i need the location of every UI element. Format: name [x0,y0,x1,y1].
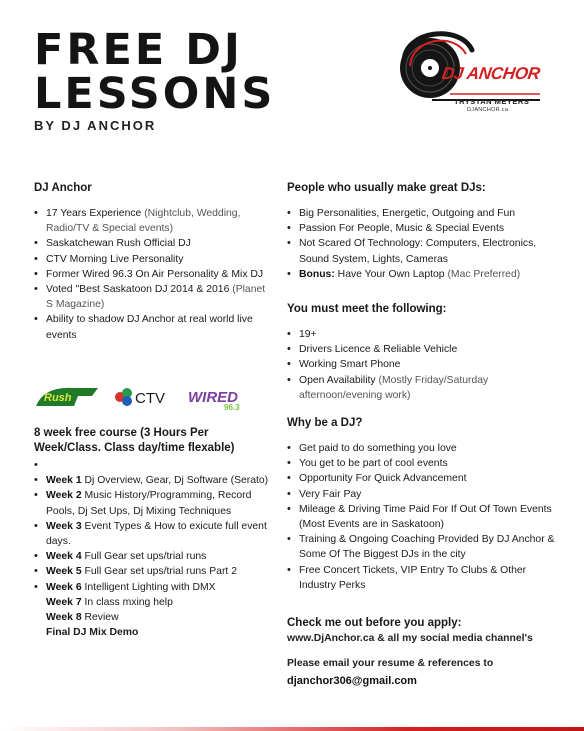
final-demo: Final DJ Mix Demo [46,627,139,639]
week-item: • Week 1 Dj Overview, Gear, Dj Software (Serato) [34,473,274,488]
week-item: • Week 2 Music History/Programming, Record Pools, Dj Set Ups, Dj Mixing Techniques [34,488,274,518]
svg-text:CTV: CTV [135,390,165,407]
logo-site-text: DJANCHOR.ca [467,107,509,113]
about-item: • Ability to shadow DJ Anchor at real world live events [34,312,270,342]
requirement-item: • Working Smart Phone [287,357,559,372]
week-item: • Week 3 Event Types & How to exicute full event days. [34,519,274,549]
reason-item: • Training & Ongoing Coaching Provided By DJ Anchor & Some Of The Biggest DJs in the city [287,532,559,562]
great-djs-heading: People who usually make great DJs: [287,182,486,194]
partner-logos [34,382,274,412]
week-item: • Week 6 Intelligent Lighting with DMX [34,580,274,595]
reason-item: • Mileage & Driving Time Paid For If Out Of Town Events (Most Events are in Saskatoon) [287,502,559,532]
reason-item: • You get to be part of cool events [287,456,559,471]
about-item: • CTV Morning Live Personality [34,252,270,267]
why-section [287,416,559,593]
about-item: • Voted "Best Saskatoon DJ 2014 & 2016 (Planet S Magazine) [34,282,270,312]
logo-brand-text: DJ ANCHOR [440,64,542,83]
requirement-item: • 19+ [287,327,559,342]
requirements-section [287,302,559,403]
week-item: • Week 4 Full Gear set ups/trial runs [34,549,274,564]
poster-title [34,25,276,119]
wired-logo [188,389,240,412]
about-heading: DJ Anchor [34,182,92,194]
requirement-item: • Drivers Licence & Reliable Vehicle [287,342,559,357]
trait-item: • Big Personalities, Energetic, Outgoing and Fun [287,206,559,221]
svg-text:96.3: 96.3 [224,403,240,412]
logo-name-text: TRYSTAN MEYERS [454,97,530,106]
reason-item: • Free Concert Tickets, VIP Entry To Clubs & Other Industry Perks [287,563,559,593]
course-section [34,426,274,640]
rush-logo [36,388,98,406]
week-item: • Week 5 Full Gear set ups/trial runs Part 2 [34,564,274,579]
footer-gradient-bar [0,727,584,731]
empty-bullet [34,458,274,473]
about-section [34,181,270,343]
reason-item: • Opportunity For Quick Advancement [287,471,559,486]
title-line-1: FREE DJ [34,25,243,75]
reason-item: • Get paid to do something you love [287,441,559,456]
about-item: • Saskatchewan Rush Official DJ [34,236,270,251]
svg-text:Rush: Rush [44,392,72,404]
trait-item: • Not Scared Of Technology: Computers, Electronics, Sound System, Lights, Cameras [287,236,559,266]
ctv-logo [115,388,165,407]
trait-item: • Passion For People, Music & Special Events [287,221,559,236]
course-heading: 8 week free course (3 Hours Per Week/Class. Class day/time flexable) [34,427,235,454]
requirement-item: • Open Availability (Mostly Friday/Saturday afternoon/evening work) [287,373,559,403]
week-item: Week 7 In class mxing help [46,596,173,608]
title-line-2: LESSONS [34,69,276,119]
about-item: • 17 Years Experience (Nightclub, Wedding, Radio/TV & Special events) [34,206,270,236]
week-item: Week 8 Review [46,612,119,624]
contact-section [287,616,533,689]
about-item: • Former Wired 96.3 On Air Personality & Mix DJ [34,267,270,282]
check-heading: Check me out before you apply: [287,617,462,629]
great-djs-section [287,181,559,282]
why-heading: Why be a DJ? [287,417,363,429]
website-line[interactable]: www.DjAnchor.ca & all my social media channel's [287,633,533,644]
email-link[interactable]: djanchor306@gmail.com [287,675,417,687]
reason-item: • Very Fair Pay [287,487,559,502]
email-heading: Please email your resume & references to [287,658,494,669]
requirements-heading: You must meet the following: [287,303,447,315]
byline: BY DJ ANCHOR [34,118,157,133]
trait-item: • Bonus: Have Your Own Laptop (Mac Preferred) [287,267,559,282]
svg-text:WIRED: WIRED [188,389,238,406]
